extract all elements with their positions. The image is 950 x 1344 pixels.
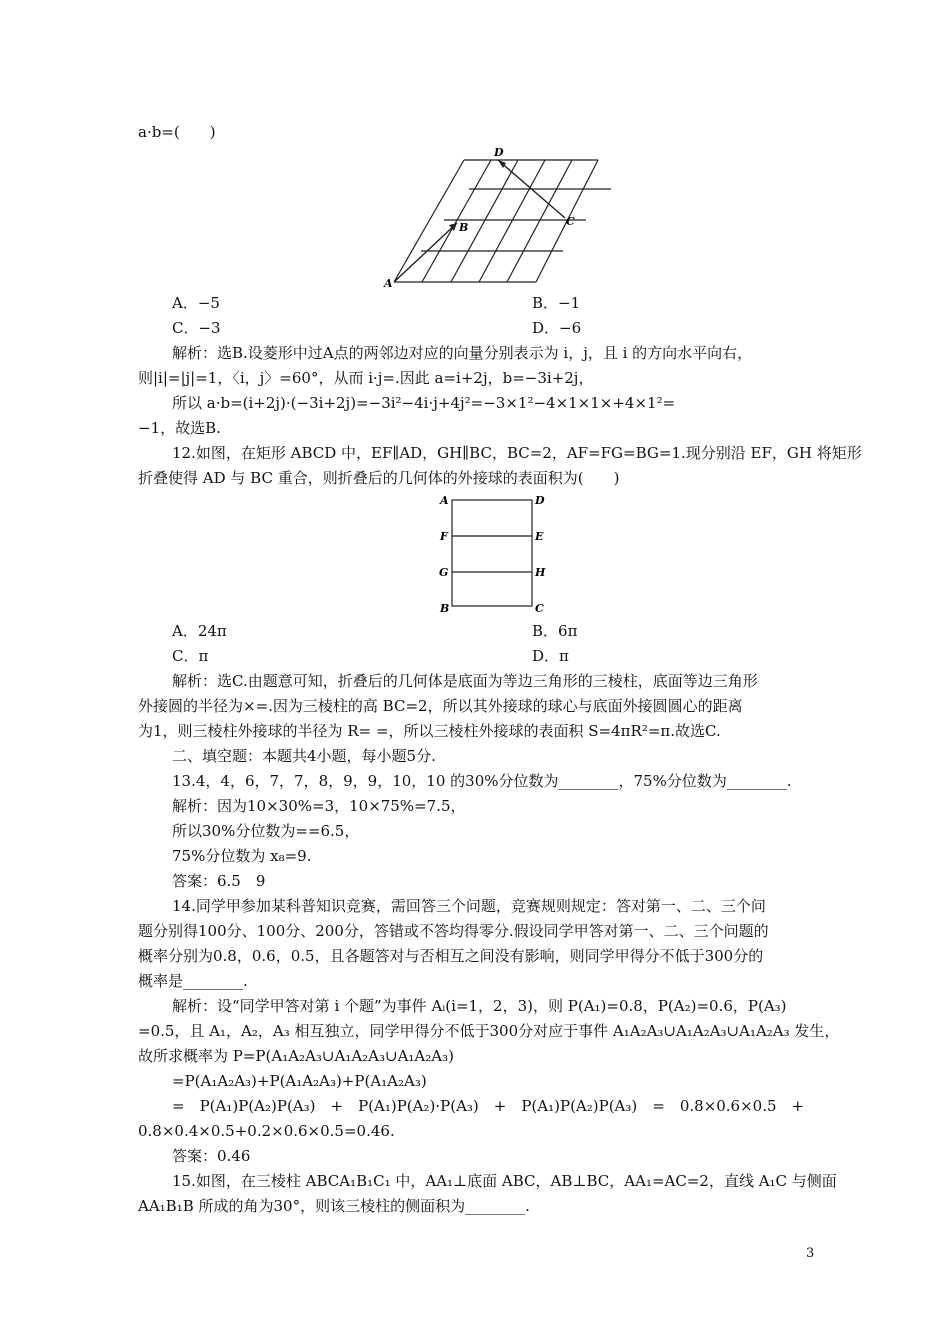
rhombus-grid-figure <box>382 144 612 294</box>
text-line: a·b=( ) <box>138 123 216 141</box>
text-line: 概率是________. <box>138 972 248 990</box>
text-line: 解析：选B.设菱形中过A点的两邻边对应的向量分别表示为 i，j，且 i 的方向水平向右， <box>172 344 753 362</box>
point-label-d: D <box>535 494 545 507</box>
text-line: 概率分别为0.8，0.6，0.5，且各题答对与否相互之间没有影响，则同学甲得分不低于300分的 <box>138 947 764 965</box>
grid-line <box>479 160 545 282</box>
text-line: 为1，则三棱柱外接球的半径为 R= =，所以三棱柱外接球的表面积 S=4πR²=π.故选C. <box>138 722 721 740</box>
text-line: 解析：因为10×30%=3，10×75%=7.5， <box>172 797 466 815</box>
text-line: 0.8×0.4×0.5+0.2×0.6×0.5=0.46. <box>138 1122 395 1140</box>
text-line: 故所求概率为 P=P(A₁A₂A₃∪A₁A₂A₃∪A₁A₂A₃) <box>138 1047 454 1065</box>
text-line: 12.如图，在矩形 ABCD 中，EF∥AD，GH∥BC，BC=2，AF=FG=BG=1.现分别沿 EF，GH 将矩形 <box>172 444 862 462</box>
vector-ab <box>394 223 457 282</box>
answer-line: 答案：6.5 9 <box>172 872 266 890</box>
option-b: B．6π <box>532 622 578 640</box>
point-label-a: A <box>440 494 449 507</box>
text-line: 14.同学甲参加某科普知识竞赛，需回答三个问题，竞赛规则规定：答对第一、二、三个问 <box>172 897 766 915</box>
section-heading: 二、填空题：本题共4小题，每小题5分. <box>172 747 436 765</box>
point-label-d: D <box>494 146 504 159</box>
text-line: 所以30%分位数为==6.5， <box>172 822 360 840</box>
text-line: 折叠使得 AD 与 BC 重合，则折叠后的几何体的外接球的表面积为( ) <box>138 469 620 487</box>
text-line: 外接圆的半径为×=.因为三棱柱的高 BC=2，所以其外接球的球心与底面外接圆圆心的距离 <box>138 697 743 715</box>
option-c: C．−3 <box>172 319 221 337</box>
text-line: 解析：选C.由题意可知，折叠后的几何体是底面为等边三角形的三棱柱，底面等边三角形 <box>172 672 758 690</box>
text-line: 13.4，4，6，7，7，8，9，9，10，10 的30%分位数为________，75%分位数为________. <box>172 772 792 790</box>
option-b: B．−1 <box>532 294 581 312</box>
option-d: D．−6 <box>532 319 582 337</box>
text-line: = P(A₁)P(A₂)P(A₃) + P(A₁)P(A₂)·P(A₃) + P(A₁)P(A₂)P(A₃) = 0.8×0.6×0.5 + <box>172 1097 805 1115</box>
text-line: 75%分位数为 x₈=9. <box>172 847 312 865</box>
grid-line <box>507 160 572 282</box>
text-line: =0.5，且 A₁，A₂，A₃ 相互独立，同学甲得分不低于300分对应于事件 A₁A₂A₃∪A₁A₂A₃∪A₁A₂A₃ 发生， <box>138 1022 840 1040</box>
point-label-b: B <box>440 602 450 615</box>
option-c: C．π <box>172 647 209 665</box>
text-line: 15.如图，在三棱柱 ABCA₁B₁C₁ 中，AA₁⊥底面 ABC，AB⊥BC，AA₁=AC=2，直线 A₁C 与侧面 <box>172 1172 837 1190</box>
point-label-h: H <box>535 566 546 579</box>
text-line: −1，故选B. <box>138 419 221 437</box>
text-line: 题分别得100分、100分、200分，答错或不答均得零分.假设同学甲答对第一、二、三个问题的 <box>138 922 769 940</box>
point-label-b: B <box>459 221 469 234</box>
text-line: 解析：设“同学甲答对第 i 个题”为事件 Aᵢ(i=1，2，3)，则 P(A₁)=0.8，P(A₂)=0.6，P(A₃) <box>172 997 787 1015</box>
answer-line: 答案：0.46 <box>172 1147 251 1165</box>
point-label-f: F <box>440 530 448 543</box>
text-line: 所以 a·b=(i+2j)·(−3i+2j)=−3i²−4i·j+4j²=−3×1²−4×1×1×+4×1²= <box>172 394 676 412</box>
text-line: AA₁B₁B 所成的角为30°，则该三棱柱的侧面积为________. <box>138 1197 530 1215</box>
point-label-g: G <box>439 566 449 579</box>
point-label-c: C <box>566 215 575 228</box>
text-line: 则|i|=|j|=1，〈i，j〉=60°，从而 i·j=.因此 a=i+2j，b=−3i+2j， <box>138 369 594 387</box>
rectangle-abcd <box>452 500 532 606</box>
grid-line <box>422 160 491 282</box>
option-d: D．π <box>532 647 569 665</box>
point-label-e: E <box>535 530 544 543</box>
page-number: 3 <box>806 1246 815 1261</box>
point-label-a: A <box>384 277 393 290</box>
point-label-c: C <box>535 602 544 615</box>
text-line: =P(A₁A₂A₃)+P(A₁A₂A₃)+P(A₁A₂A₃) <box>172 1072 427 1090</box>
option-a: A．−5 <box>172 294 220 312</box>
rectangle-figure <box>436 492 556 616</box>
option-a: A．24π <box>172 622 227 640</box>
grid-line <box>394 160 464 282</box>
